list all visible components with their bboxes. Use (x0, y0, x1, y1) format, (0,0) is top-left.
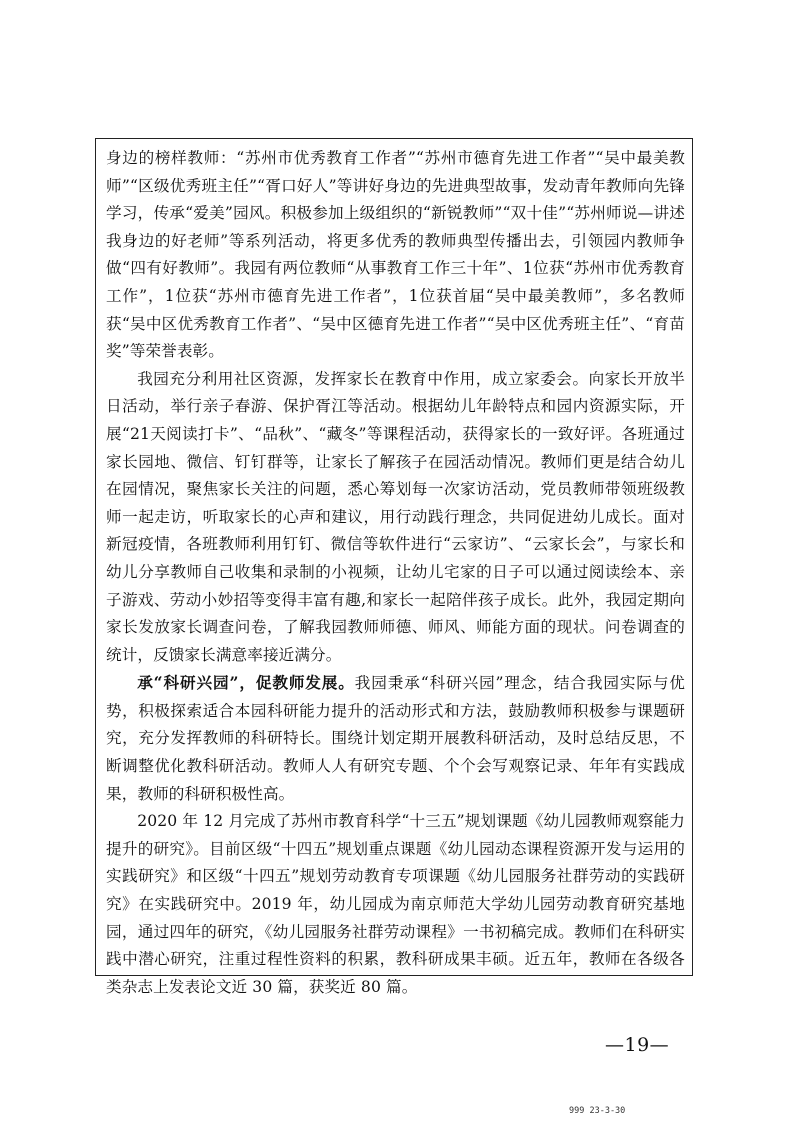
paragraph-3-text: 我园秉承“科研兴园”理念，结合我园实际与优势，积极探索适合本园科研能力提升的活动形式和方法，鼓励教师积极参与课题研究，充分发挥教师的科研特长。围绕计划定期开展教科研活动，及时总结反思，不断调整优化教科研活动。教师人人有研究专题、个个会写观察记录、年年有实践成果，教师的科研积极性高。 (106, 674, 685, 803)
paragraph-2-text: 我园充分利用社区资源，发挥家长在教育中作用，成立家委会。向家长开放半日活动，举行亲子春游、保护胥江等活动。根据幼儿年龄特点和园内资源实际，开展“21天阅读打卡”、“品秋”、“藏冬”等课程活动，获得家长的一致好评。各班通过家长园地、微信、钉钉群等，让家长了解孩子在园活动情况。教师们更是结合幼儿在园情况，聚焦家长关注的问题，悉心筹划每一次家访活动，党员教师带领班级教师一起走访，听取家长的心声和建议，用行动践行理念，共同促进幼儿成长。面对新冠疫情，各班教师利用钉钉、微信等软件进行“云家访”、“云家长会”，与家长和幼儿分享教师自己收集和录制的小视频，让幼儿宅家的日子可以通过阅读绘本、亲子游戏、劳动小妙招等变得丰富有趣,和家长一起陪伴孩子成长。此外，我园定期向家长发放家长调查问卷，了解我园教师师德、师风、师能方面的现状。问卷调查的统计，反馈家长满意率接近满分。 (106, 369, 685, 664)
paragraph-4 (106, 808, 685, 1001)
paragraph-1 (106, 145, 685, 366)
print-mark: 999 23-3-30 (569, 1106, 626, 1116)
document-body (106, 145, 685, 1001)
paragraph-3 (106, 669, 685, 808)
paragraph-4-text: 2020 年 12 月完成了苏州市教育科学“十三五”规划课题《幼儿园教师观察能力提升的研究》。目前区级“十四五”规划重点课题《幼儿园动态课程资源开发与运用的实践研究》和区级“十四五”规划劳动教育专项课题《幼儿园服务社群劳动的实践研究》在实践研究中。2019 年，幼儿园成为南京师范大学幼儿园劳动教育研究基地园，通过四年的研究，《幼儿园服务社群劳动课程》一书初稿完成。教师们在科研实践中潜心研究，注重过程性资料的积累，教科研成果丰硕。近五年，教师在各级各类杂志上发表论文近 30 篇，获奖近 80 篇。 (106, 812, 685, 996)
paragraph-2 (106, 366, 685, 670)
paragraph-1-text: 身边的榜样教师：“苏州市优秀教育工作者”“苏州市德育先进工作者”“吴中最美教师”“区级优秀班主任”“胥口好人”等讲好身边的先进典型故事，发动青年教师向先锋学习，传承“爱美”园风。积极参加上级组织的“新锐教师”“双十佳”“苏州师说—讲述我身边的好老师”等系列活动，将更多优秀的教师典型传播出去，引领园内教师争做“四有好教师”。我园有两位教师“从事教育工作三十年”、1位获“苏州市优秀教育工作”，1位获“苏州市德育先进工作者”，1位获首届“吴中最美教师”，多名教师获“吴中区优秀教育工作者”、“吴中区德育先进工作者”“吴中区优秀班主任”、“育苗奖”等荣誉表彰。 (106, 149, 685, 361)
paragraph-3-heading: 承“科研兴园”，促教师发展。 (137, 673, 355, 693)
page-number: —19— (605, 1034, 670, 1056)
